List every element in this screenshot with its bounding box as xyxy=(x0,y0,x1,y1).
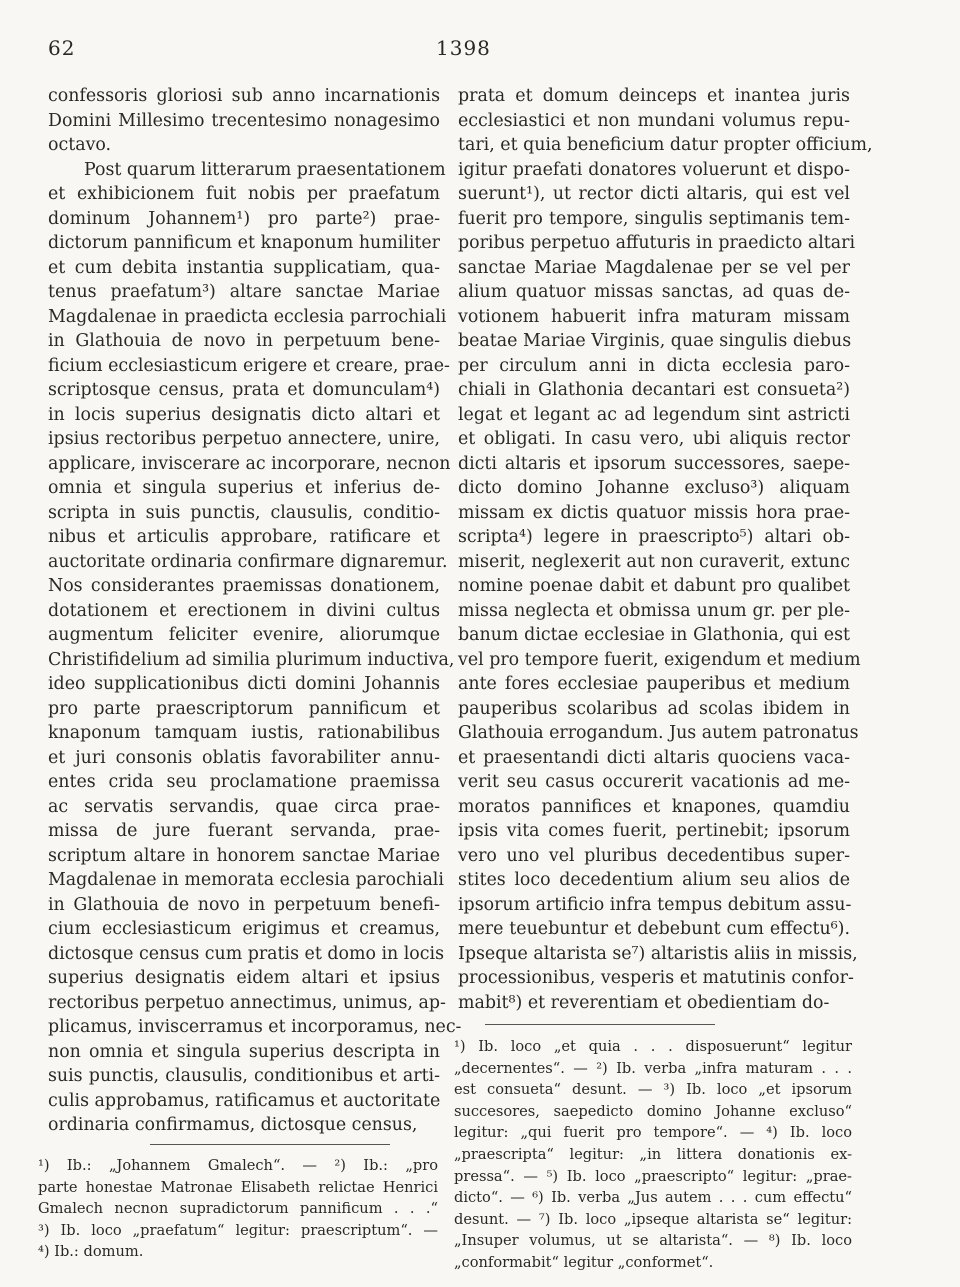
text-line: cium ecclesiasticum erigimus et creamus, xyxy=(48,919,440,939)
text-line: beatae Mariae Virginis, quae singulis diebus xyxy=(458,331,852,351)
text-line: plicamus, inviscerramus et incorporamus, nec- xyxy=(48,1017,462,1037)
text-line: nomine poenae dabit et dabunt pro qualibet xyxy=(458,576,850,596)
text-line: ordinaria confirmamus, dictosque census, xyxy=(48,1115,418,1135)
text-line: non omnia et singula superius descripta in xyxy=(48,1041,440,1062)
footnote-line: desunt. — ⁷) Ib. loco „ipseque altarista se“ legitur: xyxy=(454,1210,852,1228)
footnotes-left xyxy=(38,1155,438,1263)
text-line: et cum debita instantia supplicatiam, qua- xyxy=(48,257,440,278)
text-line: octavo. xyxy=(48,135,112,155)
text-line: missa de jure fuerant servanda, prae- xyxy=(48,821,440,841)
footnote-line: pressa“. — ⁵) Ib. loco „praescripto“ legitur: „prae- xyxy=(454,1167,852,1185)
text-line: dotationem et erectionem in divini cultus xyxy=(48,600,440,621)
text-line: et juri consonis oblatis favorabiliter annu- xyxy=(48,747,440,768)
text-line: mabit⁸) et reverentiam et obedientiam do- xyxy=(458,992,830,1013)
text-line: augmentum feliciter evenire, aliorumque xyxy=(48,625,440,645)
text-line: Glathouia errogandum. Jus autem patronatus xyxy=(458,723,859,743)
text-line: dicti altaris et ipsorum successores, saepe- xyxy=(458,453,850,474)
text-line: tenus praefatum³) altare sanctae Mariae xyxy=(48,282,440,302)
text-line: et praesentandi dicti altaris quociens vaca- xyxy=(458,747,850,768)
text-line: votionem habuerit infra maturam missam xyxy=(458,306,850,327)
page-number-left: 62 xyxy=(48,36,76,60)
text-line: verit seu casus occurerit vacationis ad me- xyxy=(458,772,850,792)
text-line: et obligati. In casu vero, ubi aliquis rector xyxy=(458,429,850,449)
text-line: stites loco decedentium alium seu alios de xyxy=(458,870,850,890)
text-line: nibus et articulis approbare, ratificare et xyxy=(48,527,440,547)
text-line: ipsis vita comes fuerit, pertinebit; ipsorum xyxy=(458,821,850,841)
text-line: in Glathouia de novo in perpetuum bene- xyxy=(48,331,440,351)
text-line: Christifidelium ad similia plurimum inductiva, xyxy=(48,649,455,670)
footnote-line: „praescripta“ legitur: „in littera donationis ex- xyxy=(454,1145,852,1163)
footnote-separator-left xyxy=(150,1144,390,1145)
text-line: et exhibicionem fuit nobis per praefatum xyxy=(48,184,440,204)
text-line: ipsius rectoribus perpetuo annectere, unire, xyxy=(48,429,440,449)
text-line: chiali in Glathonia decantari est consueta²) xyxy=(458,380,850,400)
footnote-line: ¹) Ib. loco „et quia . . . disposuerunt“ legitur xyxy=(454,1038,852,1055)
footnote-line: „conformabit“ legitur „conformet“. xyxy=(454,1253,714,1271)
text-line: tari, et quia beneficium datur propter officium, xyxy=(458,135,873,155)
footnote-line: „decernentes“. — ²) Ib. verba „infra maturam . . . xyxy=(454,1059,852,1077)
footnote-line: „Insuper volumus, ut se altarista“. — ⁸) Ib. loco xyxy=(454,1232,852,1250)
text-line: pauperibus scolaribus ad scolas ibidem in xyxy=(458,698,850,719)
footnote-line: Gmalech necnon supradictorum pannificum . . .“ xyxy=(38,1200,438,1218)
footnote-line: ³) Ib. loco „praefatum“ legitur: praescriptum“. — xyxy=(38,1221,438,1239)
text-line: vero uno vel pluribus decedentibus super- xyxy=(458,845,850,866)
text-line: Post quarum litterarum praesentationem xyxy=(84,159,446,180)
text-line: moratos pannifices et knapones, quamdiu xyxy=(458,796,850,817)
text-line: missam ex dictis quatuor missis hora prae- xyxy=(458,502,850,523)
text-line: fuerit pro tempore, singulis septimanis tem- xyxy=(458,208,850,229)
text-line: suerunt¹), ut rector dicti altaris, qui est vel xyxy=(458,184,850,204)
text-line: in Glathouia de novo in perpetuum benefi- xyxy=(48,894,440,915)
text-line: missa neglecta et obmissa unum gr. per ple- xyxy=(458,600,850,621)
text-line: banum dictae ecclesiae in Glathonia, qui est xyxy=(458,625,850,645)
text-line: mere teuebuntur et debebunt cum effectu⁶). xyxy=(458,919,850,939)
text-line: ipsorum artificio infra tempus debitum assu- xyxy=(458,894,852,915)
text-line: Magdalenae in memorata ecclesia parochiali xyxy=(48,870,444,890)
text-line: dominum Johannem¹) pro parte²) prae- xyxy=(48,208,440,229)
text-line: omnia et singula superius et inferius de- xyxy=(48,478,440,498)
text-line: auctoritate ordinaria confirmare dignaremur. xyxy=(48,551,448,572)
text-line: per circulum anni in dicta ecclesia paro- xyxy=(458,355,850,376)
text-line: legat et legant ac ad legendum sint astricti xyxy=(458,404,850,425)
footnote-line: ¹) Ib.: „Johannem Gmalech“. — ²) Ib.: „pro xyxy=(38,1157,438,1174)
text-line: scriptum altare in honorem sanctae Mariae xyxy=(48,845,440,866)
text-line: sanctae Mariae Magdalenae per se vel per xyxy=(458,257,850,278)
footnote-separator-right xyxy=(485,1024,715,1025)
text-line: dictorum pannificum et knaponum humiliter xyxy=(48,233,440,253)
text-line: ecclesiastici et non mundani volumus repu- xyxy=(458,110,850,131)
right-text-column xyxy=(458,84,873,1015)
text-line: culis approbamus, ratificamus et auctoritate xyxy=(48,1090,441,1111)
footnote-line: legitur: „qui fuerit pro tempore“. — ⁴) Ib. loco xyxy=(454,1124,852,1142)
footnote-line: succesores, saepedicto domino Johanne excluso“ xyxy=(454,1102,852,1120)
footnote-line: parte honestae Matronae Elisabeth relictae Henrici xyxy=(38,1178,438,1196)
footnotes-right xyxy=(454,1036,852,1274)
text-line: applicare, inviscerare ac incorporare, necnon xyxy=(48,453,451,474)
text-line: Ipseque altarista se⁷) altaristis aliis in missis, xyxy=(458,943,858,964)
text-line: entes crida seu proclamatione praemissa xyxy=(48,772,440,792)
left-text-column xyxy=(48,84,462,1138)
text-line: superius designatis eidem altari et ipsius xyxy=(48,968,440,988)
text-line: ideo supplicationibus dicti domini Johannis xyxy=(48,674,440,694)
text-line: miserit, neglexerit aut non curaverit, extunc xyxy=(458,551,850,572)
text-line: scriptosque census, prata et domunculam⁴) xyxy=(48,380,440,400)
text-line: alium quatuor missas sanctas, ad quas de- xyxy=(458,282,850,302)
text-line: ac servatis servandis, quae circa prae- xyxy=(48,796,440,817)
text-line: dictosque census cum pratis et domo in locis xyxy=(48,943,445,964)
text-line: igitur praefati donatores voluerunt et dispo- xyxy=(458,159,850,180)
text-line: ante fores ecclesiae pauperibus et medium xyxy=(458,674,850,694)
text-line: Nos considerantes praemissas donationem, xyxy=(48,576,440,596)
text-line: rectoribus perpetuo annectimus, unimus, ap- xyxy=(48,992,446,1013)
text-line: Domini Millesimo trecentesimo nonagesimo xyxy=(48,110,440,131)
footnote-line: est consueta“ desunt. — ³) Ib. loco „et ipsorum xyxy=(454,1081,852,1099)
page-number-right: 1398 xyxy=(436,36,491,60)
footnote-line: dicto“. — ⁶) Ib. verba „Jus autem . . . cum effectu“ xyxy=(454,1189,852,1207)
text-line: vel pro tempore fuerit, exigendum et medium xyxy=(458,649,861,670)
text-line: Magdalenae in praedicta ecclesia parrochiali xyxy=(48,306,447,327)
text-line: scripta⁴) legere in praescripto⁵) altari ob- xyxy=(458,527,850,547)
text-line: processionibus, vesperis et matutinis confor- xyxy=(458,968,854,988)
text-line: knaponum tamquam iustis, rationabilibus xyxy=(48,723,440,743)
text-line: prata et domum deinceps et inantea juris xyxy=(458,86,850,106)
text-line: scripta in suis punctis, clausulis, conditio- xyxy=(48,502,440,523)
text-line: in locis superius designatis dicto altari et xyxy=(48,404,440,425)
text-line: ficium ecclesiasticum erigere et creare, prae- xyxy=(48,355,450,376)
text-line: confessoris gloriosi sub anno incarnationis xyxy=(48,86,440,106)
text-line: dicto domino Johanne excluso³) aliquam xyxy=(458,478,850,498)
text-line: suis punctis, clausulis, conditionibus et arti- xyxy=(48,1066,440,1086)
text-line: pro parte praescriptorum pannificum et xyxy=(48,698,440,719)
text-line: poribus perpetuo affuturis in praedicto altari xyxy=(458,233,856,253)
footnote-line: ⁴) Ib.: domum. xyxy=(38,1243,144,1261)
